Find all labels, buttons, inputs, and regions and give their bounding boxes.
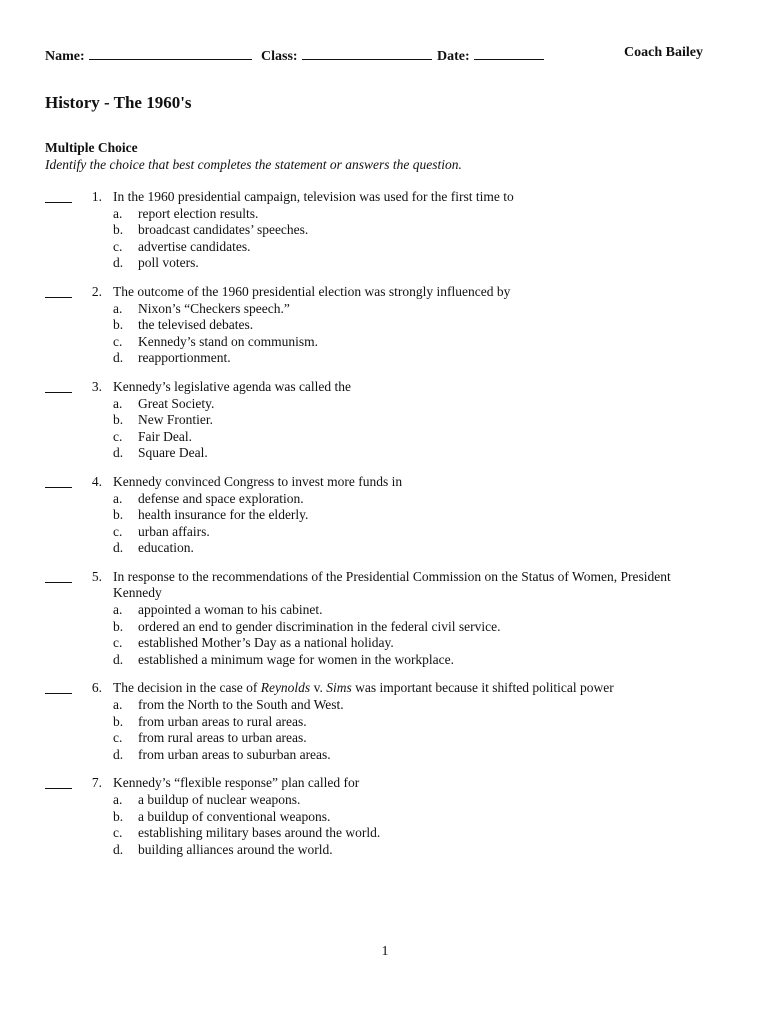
question-number: 3. [91,378,102,394]
name-field[interactable] [45,45,252,65]
choice-d [113,652,770,669]
choice-c [113,825,770,842]
choice-text: poll voters. [138,255,199,271]
choice-text: from rural areas to urban areas. [138,730,307,746]
answer-blank[interactable] [45,788,72,789]
choice-d [113,540,770,557]
choice-text: New Frontier. [138,412,213,428]
choice-letter: d. [113,651,124,667]
choice-letter: d. [113,445,124,461]
case-name-reynolds: Reynolds [260,680,311,696]
choice-letter: c. [113,730,123,746]
choice-text: Square Deal. [138,445,208,461]
choice-letter: d. [113,350,124,366]
choice-text: reapportionment. [138,350,231,366]
choice-text: establishing military bases around the world. [138,825,381,841]
question-stem: Kennedy convinced Congress to invest more funds in [113,473,403,489]
choice-text: broadcast candidates’ speeches. [138,222,309,238]
choice-letter: b. [113,222,124,238]
choice-letter: c. [113,523,123,539]
question-stem: In response to the recommendations of the Presidential Commission on the Status of Women, President Kennedy [113,568,671,601]
date-field[interactable] [437,45,544,65]
choice-c [113,429,770,446]
choice-letter: c. [113,238,123,254]
choice-text: from urban areas to rural areas. [138,713,307,729]
choice-text: advertise candidates. [138,238,251,254]
choice-b [113,412,770,429]
choice-letter: c. [113,825,123,841]
question-stem: In the 1960 presidential campaign, television was used for the first time to [113,189,514,204]
choice-a [113,301,770,318]
teacher-name: Coach Bailey [624,45,703,60]
question-5 [0,569,770,669]
choice-letter: d. [113,540,124,556]
choice-letter: b. [113,507,124,523]
question-stem: The outcome of the 1960 presidential election was strongly influenced by [113,283,511,299]
choice-text: from the North to the South and West. [138,697,344,713]
choice-letter: b. [113,618,124,634]
choice-c [113,730,770,747]
date-blank[interactable] [474,45,544,60]
choice-a [113,491,770,508]
question-7 [0,775,770,858]
question-2 [0,284,770,367]
stem-text: The decision in the case of [113,680,261,696]
choice-a [113,602,770,619]
choice-b [113,809,770,826]
choice-letter: a. [113,490,123,506]
choice-letter: a. [113,792,123,807]
page-number: 1 [381,944,389,959]
choice-a [113,206,770,223]
choice-text: ordered an end to gender discrimination in the federal civil service. [138,618,501,634]
choice-text: Nixon’s “Checkers speech.” [138,300,290,316]
question-number: 2. [91,283,102,299]
choice-letter: d. [113,746,124,762]
choice-letter: d. [113,841,124,857]
question-stem [113,680,703,697]
choice-letter: b. [113,808,124,824]
choice-d [113,255,770,272]
choice-letter: a. [113,697,123,713]
choice-text: a buildup of conventional weapons. [138,808,331,824]
question-1 [0,189,770,272]
question-number: 4. [91,473,102,489]
choice-text: building alliances around the world. [138,841,333,857]
stem-text: was important because it shifted political power [351,680,614,696]
choice-d [113,350,770,367]
page-title: History - The 1960's [45,93,192,112]
answer-blank[interactable] [45,392,72,393]
choice-d [113,445,770,462]
date-label: Date: [437,49,470,64]
name-label: Name: [45,49,85,64]
choice-letter: a. [113,300,123,316]
name-blank[interactable] [89,45,252,60]
choice-a [113,396,770,413]
choice-text: education. [138,540,194,556]
answer-blank[interactable] [45,582,72,583]
choice-text: the televised debates. [138,317,254,333]
choice-letter: b. [113,317,124,333]
choice-a [113,792,770,809]
answer-blank[interactable] [45,297,72,298]
case-name-sims: Sims [326,680,352,696]
choice-text: established Mother’s Day as a national holiday. [138,635,394,651]
choice-text: health insurance for the elderly. [138,507,309,523]
choice-letter: a. [113,602,123,618]
question-number: 5. [91,568,102,584]
choice-d [113,747,770,764]
choice-text: appointed a woman to his cabinet. [138,602,323,618]
choice-a [113,697,770,714]
section-instructions: Identify the choice that best completes the statement or answers the question. [45,157,462,172]
choice-c [113,239,770,256]
question-number: 6. [91,680,102,696]
class-label: Class: [261,49,298,64]
answer-blank[interactable] [45,202,72,203]
choice-text: urban affairs. [138,523,210,539]
worksheet-header [45,45,705,67]
answer-blank[interactable] [45,487,72,488]
choice-text: defense and space exploration. [138,490,304,506]
choice-b [113,507,770,524]
choice-c [113,635,770,652]
choice-text: report election results. [138,205,259,221]
section-heading: Multiple Choice [45,140,138,155]
choice-b [113,317,770,334]
class-field[interactable] [261,45,432,65]
choice-letter: c. [113,333,123,349]
choice-d [113,842,770,859]
choice-b [113,222,770,239]
choice-text: a buildup of nuclear weapons. [138,792,301,807]
choice-letter: c. [113,428,123,444]
choice-text: established a minimum wage for women in the workplace. [138,651,455,667]
choice-letter: c. [113,635,123,651]
choice-text: Fair Deal. [138,428,192,444]
choice-letter: a. [113,205,123,221]
question-number: 1. [91,189,102,204]
class-blank[interactable] [302,45,432,60]
choice-c [113,334,770,351]
question-number: 7. [91,775,102,791]
choice-text: Great Society. [138,395,215,411]
choice-text: Kennedy’s stand on communism. [138,333,318,349]
question-list [0,189,770,870]
question-stem: Kennedy’s legislative agenda was called the [113,378,352,394]
answer-blank[interactable] [45,693,72,694]
question-6 [0,680,770,763]
choice-letter: d. [113,255,124,271]
choice-c [113,524,770,541]
choice-text: from urban areas to suburban areas. [138,746,331,762]
choice-b [113,714,770,731]
question-3 [0,379,770,462]
choice-b [113,619,770,636]
choice-letter: b. [113,713,124,729]
question-4 [0,474,770,557]
choice-letter: b. [113,412,124,428]
question-stem: Kennedy’s “flexible response” plan called for [113,775,360,791]
choice-letter: a. [113,395,123,411]
case-versus: v. [310,680,327,696]
